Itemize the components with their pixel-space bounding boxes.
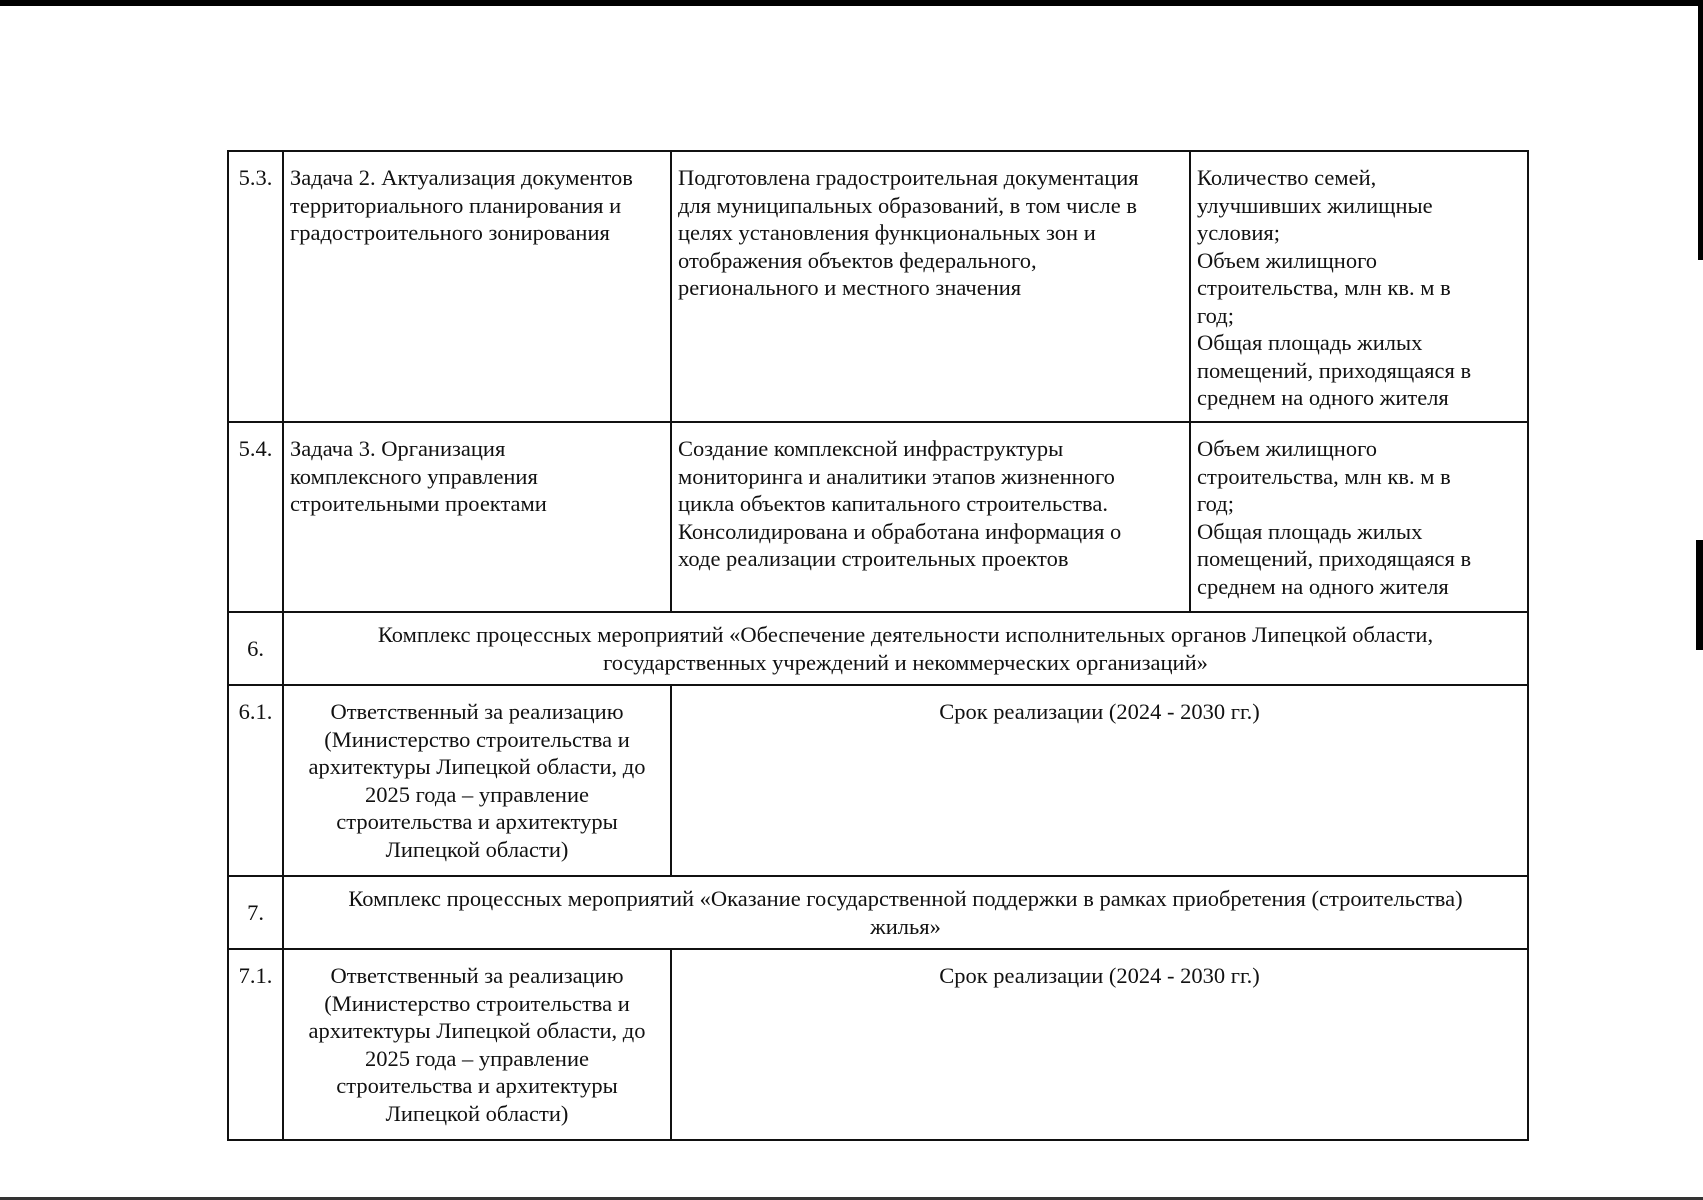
- section-title: Комплекс процессных мероприятий «Оказание государственной поддержки в рамках приобретения (строительства) жилья»: [283, 876, 1528, 949]
- indicator-cell: Количество семей, улучшивших жилищные условия; Объем жилищного строительства, млн кв. м в год; Общая площадь жилых помещений, приходящаяся в среднем на одного жителя: [1190, 151, 1528, 422]
- table-row-7-section: [228, 876, 1528, 949]
- term-cell: Срок реализации (2024 - 2030 гг.): [671, 685, 1528, 876]
- scan-edge-right-lower: [1696, 540, 1703, 650]
- row-number: 5.4.: [228, 422, 283, 612]
- row-number: 7.: [228, 876, 283, 949]
- table-row-5-3: [228, 151, 1528, 422]
- result-cell: Создание комплексной инфраструктуры мониторинга и аналитики этапов жизненного цикла объектов капитального строительства. Консолидирована и обработана информация о ходе реализации строительных проектов: [671, 422, 1190, 612]
- table-row-6-section: [228, 612, 1528, 685]
- task-cell: Задача 3. Организация комплексного управления строительными проектами: [283, 422, 671, 612]
- responsible-cell: Ответственный за реализацию (Министерство строительства и архитектуры Липецкой области, до 2025 года – управление строительства и архитектуры Липецкой области): [283, 685, 671, 876]
- section-title: Комплекс процессных мероприятий «Обеспечение деятельности исполнительных органов Липецкой области, государственных учреждений и некоммерческих организаций»: [283, 612, 1528, 685]
- table-row-7-1: [228, 949, 1528, 1140]
- term-cell: Срок реализации (2024 - 2030 гг.): [671, 949, 1528, 1140]
- table-row-6-1: [228, 685, 1528, 876]
- scan-edge-top: [0, 0, 1703, 6]
- result-cell: Подготовлена градостроительная документация для муниципальных образований, в том числе в целях установления функциональных зон и отображения объектов федерального, регионального и местного значения: [671, 151, 1190, 422]
- row-number: 6.1.: [228, 685, 283, 876]
- program-measures-table: [227, 150, 1529, 1141]
- row-number: 5.3.: [228, 151, 283, 422]
- table-row-5-4: [228, 422, 1528, 612]
- indicator-cell: Объем жилищного строительства, млн кв. м в год; Общая площадь жилых помещений, приходящаяся в среднем на одного жителя: [1190, 422, 1528, 612]
- task-cell: Задача 2. Актуализация документов территориального планирования и градостроительного зонирования: [283, 151, 671, 422]
- responsible-cell: Ответственный за реализацию (Министерство строительства и архитектуры Липецкой области, до 2025 года – управление строительства и архитектуры Липецкой области): [283, 949, 671, 1140]
- row-number: 6.: [228, 612, 283, 685]
- scan-edge-right: [1698, 0, 1703, 260]
- row-number: 7.1.: [228, 949, 283, 1140]
